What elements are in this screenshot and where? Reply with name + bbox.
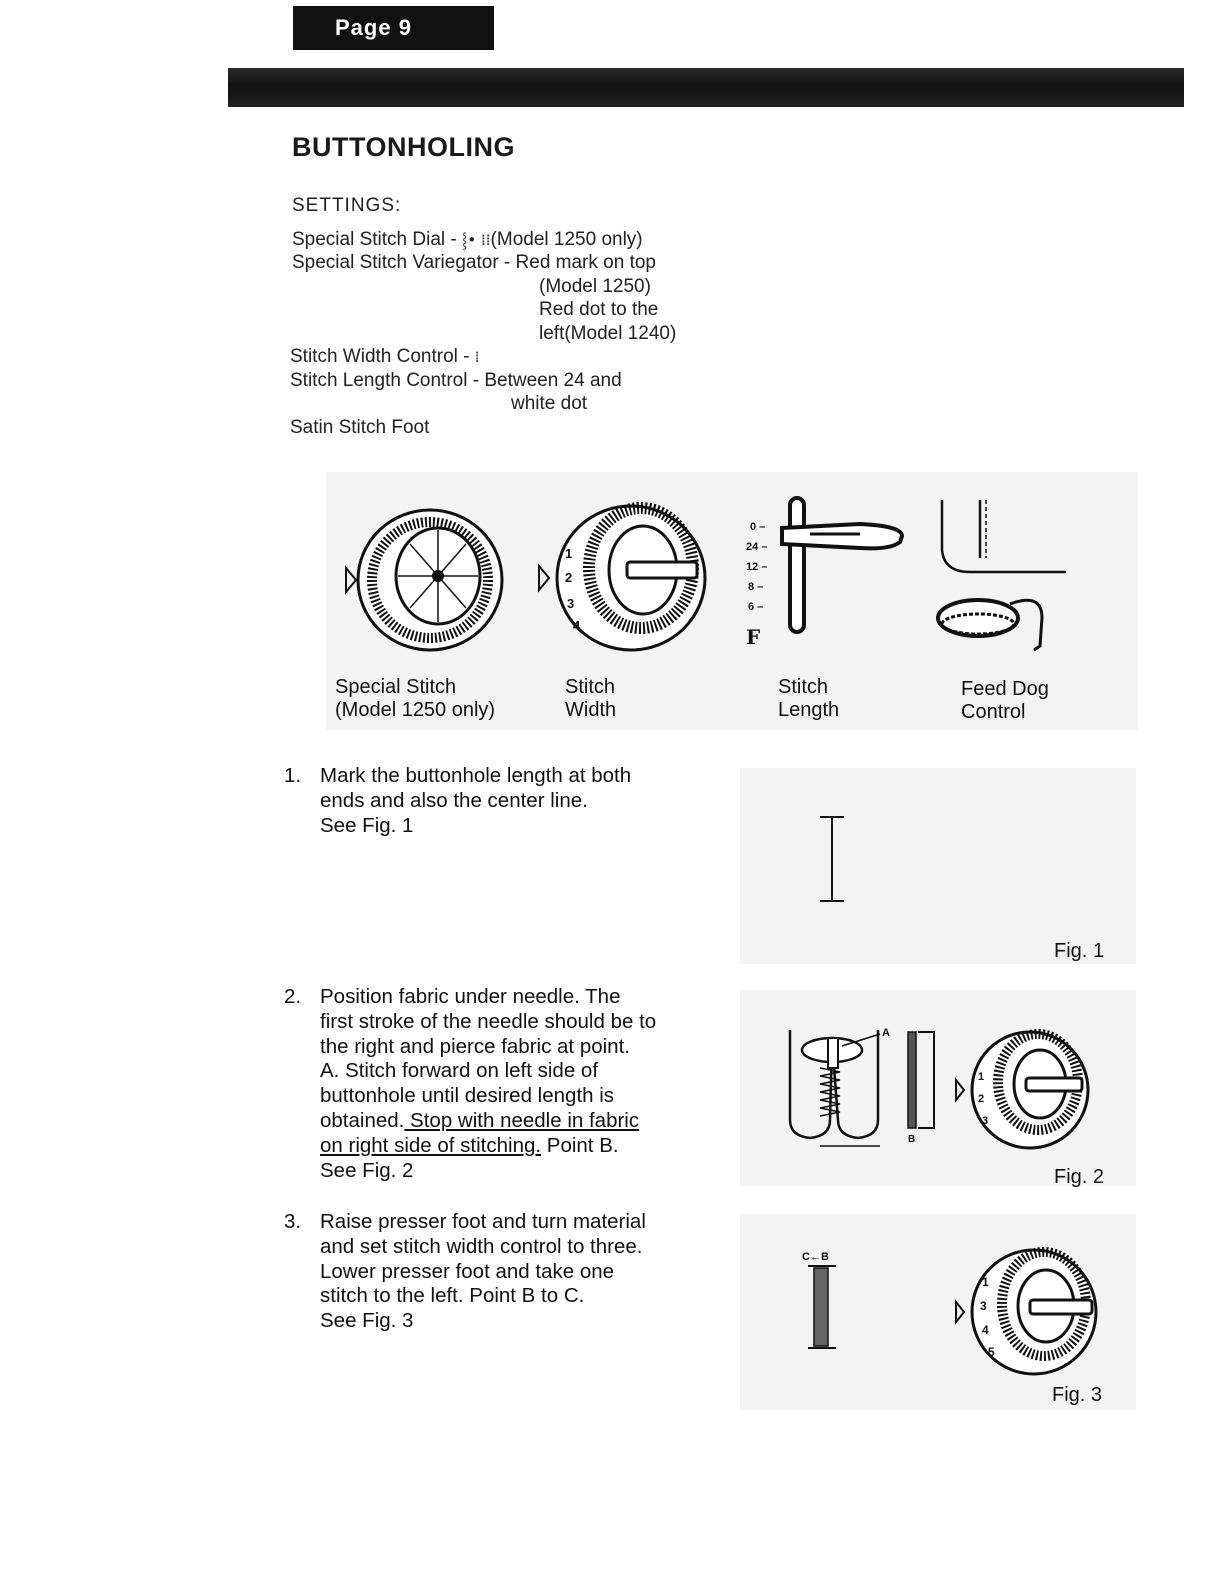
feed-dog-caption: Feed Dog Control bbox=[961, 678, 1049, 723]
settings-heading: SETTINGS: bbox=[292, 195, 402, 216]
step-1: 1. Mark the buttonhole length at both ends and also the center line. See Fig. 1 bbox=[284, 764, 632, 837]
step-number: 1. bbox=[284, 764, 302, 787]
step-number: 2. bbox=[284, 985, 302, 1008]
svg-text:12 –: 12 – bbox=[746, 561, 768, 573]
svg-text:3: 3 bbox=[567, 596, 575, 611]
fig2-label: Fig. 2 bbox=[1054, 1166, 1105, 1188]
setting-value: Between 24 and bbox=[484, 369, 622, 391]
special-stitch-dial-icon bbox=[338, 500, 508, 660]
setting-value: white dot bbox=[511, 393, 588, 414]
fig1-panel bbox=[740, 768, 1136, 964]
svg-text:1: 1 bbox=[978, 1071, 985, 1083]
feed-dog-control-icon bbox=[930, 500, 1080, 660]
page-title: BUTTONHOLING bbox=[292, 132, 515, 162]
buttonhole-marking-icon bbox=[812, 815, 852, 907]
svg-text:6 –: 6 – bbox=[748, 601, 764, 613]
step-number: 3. bbox=[284, 1210, 302, 1233]
header-bar bbox=[228, 68, 1184, 107]
setting-foot: Satin Stitch Foot bbox=[290, 416, 430, 438]
bar-tack-stitch-icon bbox=[798, 1246, 848, 1356]
stitch-width-dial-icon bbox=[954, 1024, 1094, 1154]
setting-label: Special Stitch Dial - bbox=[292, 228, 463, 250]
setting-label: Stitch Width Control - bbox=[290, 346, 475, 367]
setting-variegator bbox=[292, 251, 656, 275]
setting-label: Stitch Length Control - bbox=[290, 369, 485, 391]
stitch-width-caption: Stitch Width bbox=[565, 676, 617, 721]
svg-text:2: 2 bbox=[565, 570, 573, 585]
svg-text:4: 4 bbox=[573, 618, 581, 633]
setting-special-stitch-dial bbox=[292, 228, 656, 252]
setting-value: (Model 1250 only) bbox=[490, 228, 643, 250]
point-cb-label: C←B bbox=[802, 1251, 829, 1263]
setting-label: Special Stitch Variegator - bbox=[292, 252, 516, 273]
svg-text:8 –: 8 – bbox=[748, 581, 764, 593]
svg-text:3: 3 bbox=[982, 1115, 989, 1127]
stitch-width-dial-icon bbox=[535, 498, 715, 658]
svg-text:0 –: 0 – bbox=[750, 521, 766, 533]
point-b-label: B bbox=[908, 1134, 916, 1145]
svg-text:1: 1 bbox=[982, 1275, 989, 1289]
setting-value: (Model 1250) bbox=[539, 275, 651, 297]
stitch-length-caption: Stitch Length bbox=[778, 676, 840, 721]
stitch-length-lever-icon bbox=[740, 494, 910, 654]
svg-text:5: 5 bbox=[988, 1345, 995, 1359]
svg-text:2: 2 bbox=[978, 1093, 985, 1105]
page-number-tab: Page 9 bbox=[293, 6, 494, 50]
settings-block bbox=[290, 194, 677, 439]
svg-text:F: F bbox=[746, 625, 761, 649]
svg-text:24 –: 24 – bbox=[746, 541, 768, 553]
setting-value: Red dot to the bbox=[539, 299, 659, 320]
presser-foot-stitching-icon bbox=[780, 1020, 910, 1150]
step-3: 3. Raise presser foot and turn material and set stitch width control to three. Lower presser foot and take one stitch to the left. Point B to C. See Fig. 3 bbox=[284, 1210, 646, 1333]
width-setting-icon: ⁞ bbox=[474, 348, 480, 366]
svg-text:1: 1 bbox=[565, 546, 573, 561]
fig1-label: Fig. 1 bbox=[1054, 940, 1105, 962]
svg-text:4: 4 bbox=[982, 1323, 989, 1337]
fig3-label: Fig. 3 bbox=[1052, 1384, 1103, 1406]
setting-value: left(Model 1240) bbox=[539, 322, 677, 344]
special-stitch-caption: Special Stitch (Model 1250 only) bbox=[335, 676, 496, 721]
setting-value: Red mark on top bbox=[515, 252, 656, 273]
point-a-label: A bbox=[882, 1027, 890, 1039]
setting-stitch-length bbox=[290, 369, 654, 393]
step-2: 2. Position fabric under needle. The first stroke of the needle should be to the right and pierce fabric at point. A. Stitch forward on left side of buttonhole until desired length is obtained. Stop with needle in fabric on right side of stitching. Point B. See Fig. 2 bbox=[284, 985, 657, 1182]
buttonhole-stitch-icon: ⸾• ⁞⁞ bbox=[462, 230, 491, 249]
half-buttonhole-stitch-icon bbox=[904, 1028, 944, 1148]
stitch-width-dial-icon bbox=[954, 1242, 1104, 1382]
setting-stitch-width bbox=[290, 345, 654, 369]
svg-text:3: 3 bbox=[980, 1299, 987, 1313]
